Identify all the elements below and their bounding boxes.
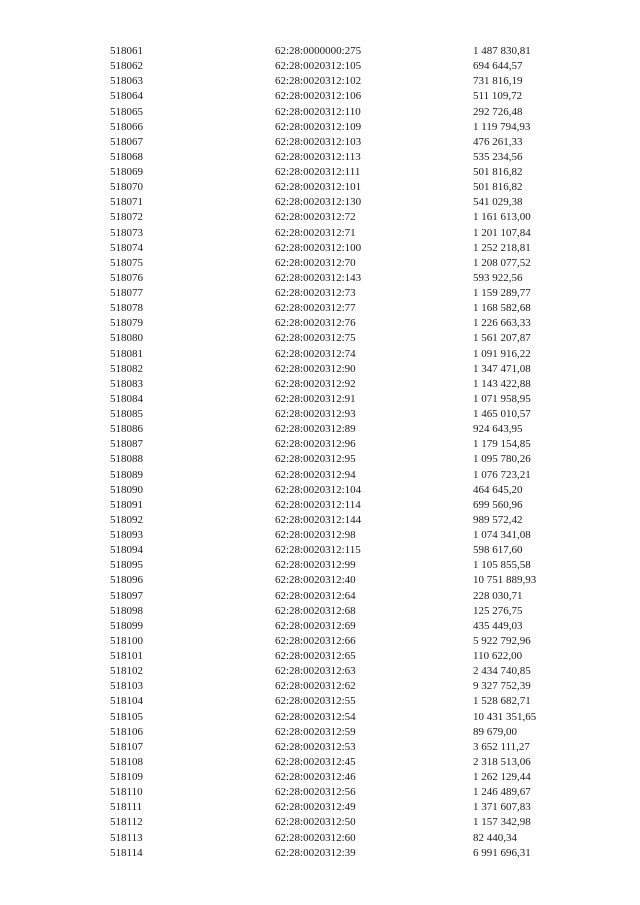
row-number: 518107: [110, 740, 143, 753]
cadastral-number: 62:28:0020312:69: [275, 619, 356, 632]
row-number: 518073: [110, 226, 143, 239]
row-number: 518067: [110, 135, 143, 148]
cadastral-number: 62:28:0020312:102: [275, 75, 362, 88]
row-number: 518104: [110, 695, 143, 708]
table-row: [110, 755, 570, 770]
cadastral-number: 62:28:0020312:99: [275, 559, 356, 572]
row-number: 518096: [110, 574, 143, 587]
cadastral-value: 731 816,19: [473, 75, 523, 88]
row-number: 518068: [110, 150, 143, 163]
table-row: [110, 347, 570, 362]
cadastral-value: 6 991 696,31: [473, 846, 531, 859]
row-number: 518088: [110, 453, 143, 466]
cadastral-value: 541 029,38: [473, 196, 523, 209]
cadastral-value: 699 560,96: [473, 498, 523, 511]
cadastral-number: 62:28:0020312:77: [275, 302, 356, 315]
cadastral-value: 1 528 682,71: [473, 695, 531, 708]
table-row: [110, 498, 570, 513]
table-row: [110, 59, 570, 74]
cadastral-value: 1 161 613,00: [473, 211, 531, 224]
table-row: [110, 634, 570, 649]
row-number: 518109: [110, 771, 143, 783]
table-row: [110, 725, 570, 740]
cadastral-number: 62:28:0020312:144: [275, 513, 362, 526]
table-row: [110, 392, 570, 407]
row-number: 518083: [110, 377, 143, 390]
row-number: 518066: [110, 120, 143, 133]
row-number: 518065: [110, 105, 143, 118]
cadastral-value: 1 252 218,81: [473, 241, 531, 254]
table-row: [110, 573, 570, 588]
table-row: [110, 362, 570, 377]
table-row: [110, 740, 570, 755]
table-row: [110, 558, 570, 573]
table-row: [110, 165, 570, 180]
cadastral-number: 62:28:0020312:115: [275, 544, 361, 557]
cadastral-value: 10 751 889,93: [473, 574, 537, 587]
row-number: 518102: [110, 665, 143, 678]
cadastral-value: 593 922,56: [473, 271, 523, 284]
row-number: 518070: [110, 181, 143, 194]
row-number: 518097: [110, 589, 143, 602]
cadastral-number: 62:28:0020312:143: [275, 271, 362, 284]
cadastral-number: 62:28:0020312:40: [275, 574, 356, 587]
cadastral-number: 62:28:0020312:56: [275, 786, 356, 799]
row-number: 518064: [110, 90, 143, 103]
row-number: 518112: [110, 816, 143, 829]
cadastral-number: 62:28:0020312:76: [275, 317, 356, 330]
row-number: 518095: [110, 559, 143, 572]
cadastral-number: 62:28:0020312:90: [275, 362, 356, 375]
cadastral-value: 511 109,72: [473, 90, 523, 103]
cadastral-number: 62:28:0020312:75: [275, 332, 356, 345]
cadastral-number: 62:28:0020312:45: [275, 755, 356, 768]
row-number: 518074: [110, 241, 143, 254]
table-row: [110, 377, 570, 392]
cadastral-value: 292 726,48: [473, 105, 523, 118]
row-number: 518090: [110, 483, 143, 496]
cadastral-value: 989 572,42: [473, 513, 523, 526]
table-row: [110, 226, 570, 241]
cadastral-value: 1 201 107,84: [473, 226, 531, 239]
table-row: [110, 74, 570, 89]
row-number: 518110: [110, 786, 143, 799]
cadastral-number: 62:28:0020312:66: [275, 634, 356, 647]
row-number: 518087: [110, 438, 143, 451]
cadastral-value: 125 276,75: [473, 604, 523, 617]
row-number: 518106: [110, 725, 143, 738]
cadastral-number: 62:28:0020312:74: [275, 347, 356, 360]
row-number: 518105: [110, 710, 143, 723]
cadastral-value: 1 105 855,58: [473, 559, 531, 572]
table-row: [110, 543, 570, 558]
cadastral-number: 62:28:0020312:73: [275, 287, 356, 299]
data-table: [110, 44, 570, 861]
cadastral-value: 1 347 471,08: [473, 362, 531, 375]
row-number: 518086: [110, 423, 143, 436]
cadastral-value: 110 622,00: [473, 650, 523, 662]
table-row: [110, 44, 570, 59]
row-number: 518069: [110, 166, 143, 178]
cadastral-number: 62:28:0020312:109: [275, 120, 362, 133]
row-number: 518077: [110, 287, 143, 299]
cadastral-number: 62:28:0020312:105: [275, 60, 362, 73]
row-number: 518071: [110, 196, 143, 209]
table-row: [110, 831, 570, 846]
row-number: 518113: [110, 831, 143, 844]
cadastral-number: 62:28:0020312:72: [275, 211, 356, 224]
cadastral-value: 1 119 794,93: [473, 120, 531, 133]
cadastral-number: 62:28:0020312:46: [275, 771, 356, 783]
row-number: 518114: [110, 846, 143, 859]
table-row: [110, 619, 570, 634]
cadastral-value: 1 076 723,21: [473, 468, 531, 481]
row-number: 518092: [110, 513, 143, 526]
table-row: [110, 694, 570, 709]
table-row: [110, 271, 570, 286]
cadastral-value: 1 262 129,44: [473, 771, 531, 783]
cadastral-value: 535 234,56: [473, 150, 523, 163]
cadastral-value: 1 487 830,81: [473, 45, 531, 57]
cadastral-value: 1 091 916,22: [473, 347, 531, 360]
table-row: [110, 452, 570, 467]
cadastral-number: 62:28:0020312:98: [275, 529, 356, 541]
cadastral-value: 1 371 607,83: [473, 801, 531, 814]
table-row: [110, 180, 570, 195]
cadastral-value: 1 561 207,87: [473, 332, 531, 345]
cadastral-number: 62:28:0020312:100: [275, 241, 362, 254]
row-number: 518103: [110, 680, 143, 693]
cadastral-number: 62:28:0020312:96: [275, 438, 356, 451]
cadastral-value: 1 159 289,77: [473, 287, 531, 299]
cadastral-number: 62:28:0020312:94: [275, 468, 356, 481]
row-number: 518061: [110, 45, 143, 57]
cadastral-value: 228 030,71: [473, 589, 523, 602]
cadastral-number: 62:28:0020312:59: [275, 725, 356, 738]
table-row: [110, 710, 570, 725]
cadastral-number: 62:28:0020312:62: [275, 680, 356, 693]
cadastral-number: 62:28:0020312:113: [275, 150, 361, 163]
row-number: 518079: [110, 317, 143, 330]
cadastral-value: 501 816,82: [473, 166, 523, 178]
row-number: 518089: [110, 468, 143, 481]
cadastral-value: 1 226 663,33: [473, 317, 531, 330]
cadastral-number: 62:28:0020312:111: [275, 166, 361, 178]
table-row: [110, 846, 570, 861]
cadastral-value: 1 095 780,26: [473, 453, 531, 466]
table-row: [110, 89, 570, 104]
cadastral-value: 1 143 422,88: [473, 377, 531, 390]
row-number: 518111: [110, 801, 143, 814]
cadastral-number: 62:28:0020312:101: [275, 181, 362, 194]
cadastral-number: 62:28:0020312:68: [275, 604, 356, 617]
table-row: [110, 256, 570, 271]
cadastral-number: 62:28:0020312:106: [275, 90, 362, 103]
cadastral-number: 62:28:0020312:103: [275, 135, 362, 148]
table-row: [110, 785, 570, 800]
cadastral-number: 62:28:0020312:54: [275, 710, 356, 723]
cadastral-number: 62:28:0020312:60: [275, 831, 356, 844]
table-row: [110, 195, 570, 210]
cadastral-value: 1 074 341,08: [473, 529, 531, 541]
cadastral-value: 464 645,20: [473, 483, 523, 496]
cadastral-number: 62:28:0020312:50: [275, 816, 356, 829]
cadastral-number: 62:28:0000000:275: [275, 45, 362, 57]
row-number: 518081: [110, 347, 143, 360]
table-row: [110, 286, 570, 301]
cadastral-value: 2 318 513,06: [473, 755, 531, 768]
cadastral-number: 62:28:0020312:71: [275, 226, 356, 239]
cadastral-number: 62:28:0020312:110: [275, 105, 361, 118]
cadastral-value: 2 434 740,85: [473, 665, 531, 678]
cadastral-number: 62:28:0020312:130: [275, 196, 362, 209]
row-number: 518072: [110, 211, 143, 224]
cadastral-number: 62:28:0020312:63: [275, 665, 356, 678]
cadastral-value: 9 327 752,39: [473, 680, 531, 693]
row-number: 518078: [110, 302, 143, 315]
cadastral-value: 476 261,33: [473, 135, 523, 148]
table-row: [110, 815, 570, 830]
cadastral-value: 5 922 792,96: [473, 634, 531, 647]
table-row: [110, 483, 570, 498]
table-row: [110, 422, 570, 437]
table-row: [110, 589, 570, 604]
cadastral-number: 62:28:0020312:65: [275, 650, 356, 662]
table-row: [110, 331, 570, 346]
table-row: [110, 301, 570, 316]
table-row: [110, 316, 570, 331]
table-row: [110, 649, 570, 664]
row-number: 518062: [110, 60, 143, 73]
row-number: 518080: [110, 332, 143, 345]
cadastral-value: 1 157 342,98: [473, 816, 531, 829]
cadastral-number: 62:28:0020312:49: [275, 801, 356, 814]
cadastral-value: 694 644,57: [473, 60, 523, 73]
cadastral-number: 62:28:0020312:89: [275, 423, 356, 436]
row-number: 518085: [110, 408, 143, 420]
table-row: [110, 150, 570, 165]
row-number: 518100: [110, 634, 143, 647]
table-row: [110, 120, 570, 135]
table-row: [110, 770, 570, 785]
cadastral-value: 435 449,03: [473, 619, 523, 632]
row-number: 518084: [110, 392, 143, 405]
row-number: 518098: [110, 604, 143, 617]
cadastral-value: 89 679,00: [473, 725, 517, 738]
row-number: 518063: [110, 75, 143, 88]
cadastral-value: 1 246 489,67: [473, 786, 531, 799]
cadastral-number: 62:28:0020312:114: [275, 498, 361, 511]
table-row: [110, 528, 570, 543]
table-row: [110, 604, 570, 619]
cadastral-value: 1 071 958,95: [473, 392, 531, 405]
cadastral-number: 62:28:0020312:95: [275, 453, 356, 466]
cadastral-value: 1 168 582,68: [473, 302, 531, 315]
table-row: [110, 664, 570, 679]
table-row: [110, 105, 570, 120]
row-number: 518091: [110, 498, 143, 511]
cadastral-value: 3 652 111,27: [473, 740, 530, 753]
cadastral-value: 501 816,82: [473, 181, 523, 194]
table-row: [110, 513, 570, 528]
row-number: 518099: [110, 619, 143, 632]
row-number: 518094: [110, 544, 143, 557]
table-row: [110, 800, 570, 815]
cadastral-value: 598 617,60: [473, 544, 523, 557]
cadastral-number: 62:28:0020312:104: [275, 483, 362, 496]
table-row: [110, 210, 570, 225]
row-number: 518108: [110, 755, 143, 768]
cadastral-number: 62:28:0020312:91: [275, 392, 356, 405]
cadastral-number: 62:28:0020312:53: [275, 740, 356, 753]
cadastral-value: 924 643,95: [473, 423, 523, 436]
row-number: 518093: [110, 529, 143, 541]
cadastral-number: 62:28:0020312:93: [275, 408, 356, 420]
row-number: 518075: [110, 256, 143, 269]
cadastral-value: 10 431 351,65: [473, 710, 537, 723]
table-row: [110, 437, 570, 452]
cadastral-value: 1 179 154,85: [473, 438, 531, 451]
table-row: [110, 468, 570, 483]
cadastral-number: 62:28:0020312:39: [275, 846, 356, 859]
table-row: [110, 135, 570, 150]
table-row: [110, 679, 570, 694]
row-number: 518101: [110, 650, 143, 662]
cadastral-number: 62:28:0020312:92: [275, 377, 356, 390]
table-row: [110, 241, 570, 256]
cadastral-number: 62:28:0020312:64: [275, 589, 356, 602]
cadastral-number: 62:28:0020312:70: [275, 256, 356, 269]
row-number: 518076: [110, 271, 143, 284]
cadastral-value: 1 465 010,57: [473, 408, 531, 420]
table-row: [110, 407, 570, 422]
cadastral-value: 82 440,34: [473, 831, 517, 844]
cadastral-number: 62:28:0020312:55: [275, 695, 356, 708]
cadastral-value: 1 208 077,52: [473, 256, 531, 269]
row-number: 518082: [110, 362, 143, 375]
